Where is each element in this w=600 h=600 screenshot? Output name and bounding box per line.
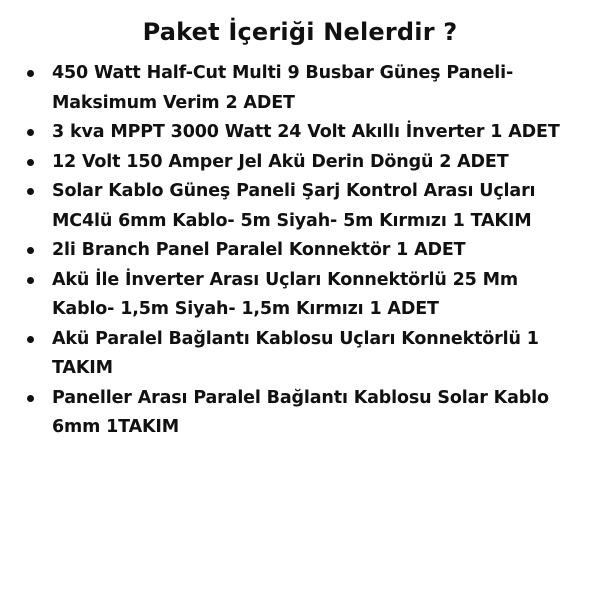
list-item	[24, 236, 584, 266]
list-item-text: 2li Branch Panel Paralel Konnektör 1 ADET	[52, 240, 466, 260]
list-item	[24, 384, 584, 443]
bullet-icon	[27, 395, 34, 402]
list-item	[24, 118, 584, 148]
bullet-icon	[27, 188, 34, 195]
bullet-icon	[27, 159, 34, 166]
list-item-text: 450 Watt Half-Cut Multi 9 Busbar Güneş Paneli- Maksimum Verim 2 ADET	[52, 63, 514, 113]
package-items-list	[24, 59, 584, 443]
bullet-icon	[27, 70, 34, 77]
list-item-text: Paneller Arası Paralel Bağlantı Kablosu Solar Kablo 6mm 1TAKIM	[52, 387, 549, 437]
bullet-icon	[27, 277, 34, 284]
page-title: Paket İçeriği Nelerdir ?	[142, 18, 458, 46]
list-item-text: Solar Kablo Güneş Paneli Şarj Kontrol Arası Uçları MC4lü 6mm Kablo- 5m Siyah- 5m Kırmızı 1 TAKIM	[52, 181, 536, 231]
list-item	[24, 177, 584, 236]
list-item	[24, 59, 584, 118]
list-item-text: 3 kva MPPT 3000 Watt 24 Volt Akıllı İnverter 1 ADET	[52, 122, 560, 142]
list-item-text: 12 Volt 150 Amper Jel Akü Derin Döngü 2 ADET	[52, 151, 509, 172]
list-item-text: Akü İle İnverter Arası Uçları Konnektörlü 25 Mm Kablo- 1,5m Siyah- 1,5m Kırmızı 1 ADET	[52, 269, 518, 319]
bullet-icon	[27, 129, 34, 136]
list-item-text: Akü Paralel Bağlantı Kablosu Uçları Konnektörlü 1 TAKIM	[52, 328, 539, 378]
list-item	[24, 148, 584, 178]
bullet-icon	[27, 247, 34, 254]
bullet-icon	[27, 336, 34, 343]
list-item	[24, 325, 584, 384]
list-item	[24, 266, 584, 325]
